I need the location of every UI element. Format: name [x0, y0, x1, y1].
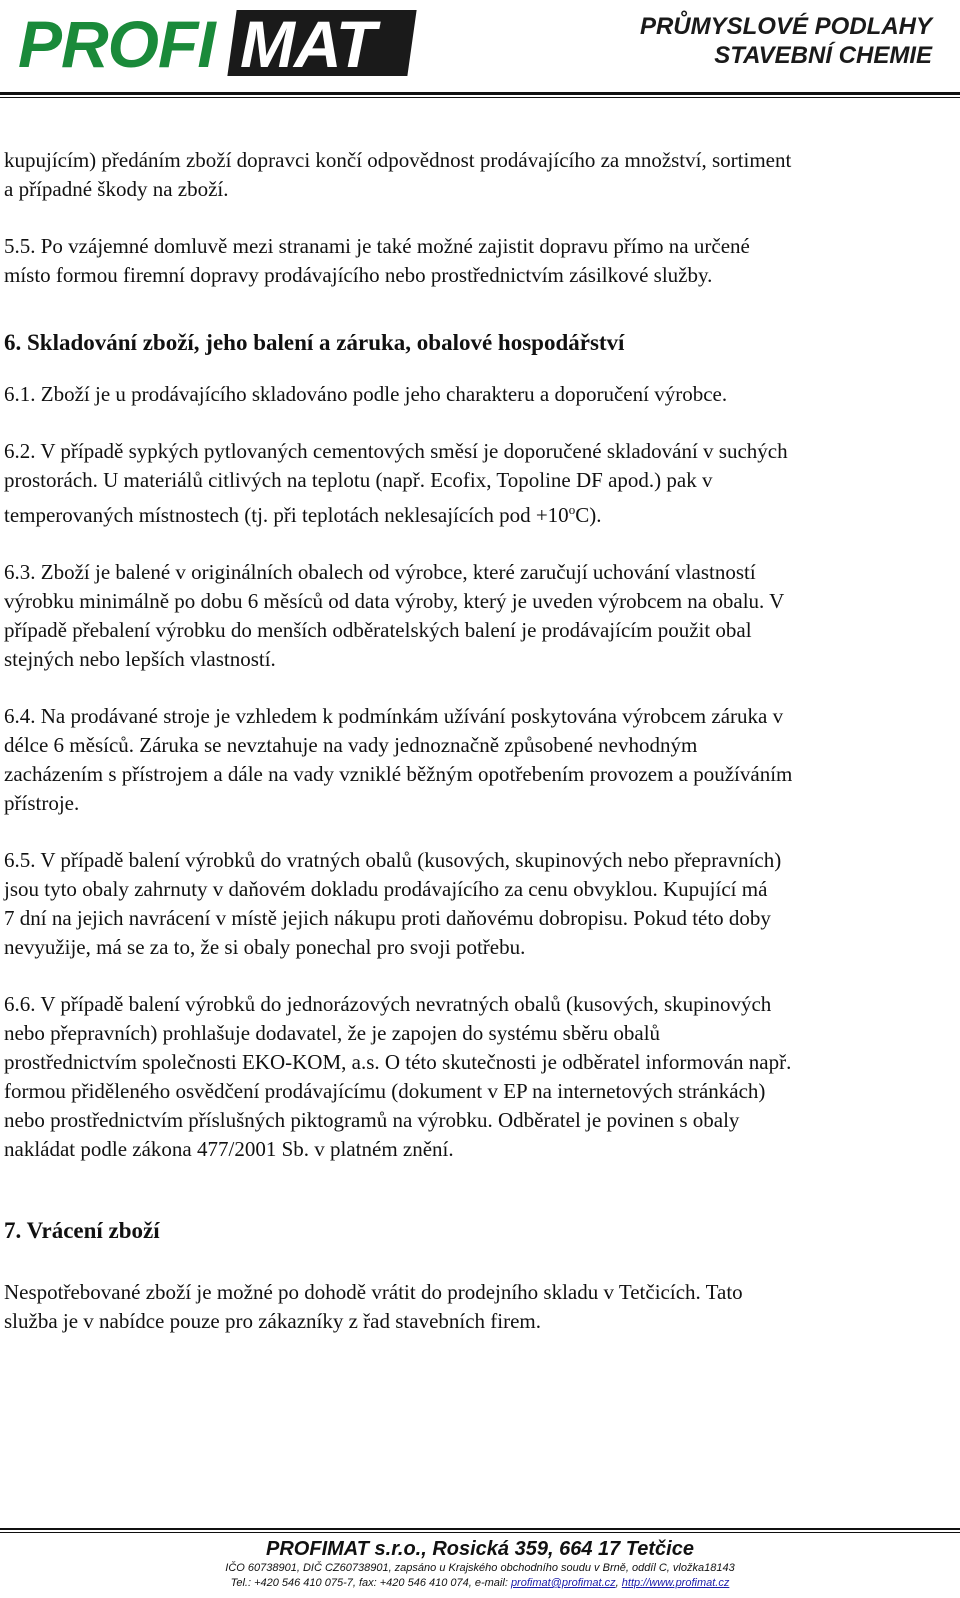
paragraph-line: nebo přepravních) prohlašuje dodavatel, že je zapojen do systému sběru obalů	[4, 1021, 661, 1045]
paragraph-line: služba je v nabídce pouze pro zákazníky z řad stavebních firem.	[4, 1309, 542, 1333]
paragraph-line: prostorách. U materiálů citlivých na teplotu (např. Ecofix, Topoline DF apod.) pak v	[4, 468, 713, 492]
paragraph-line: nebo prostřednictvím příslušných piktogramů na výrobku. Odběratel je povinen s obaly	[4, 1108, 740, 1132]
text-run: C).	[575, 503, 602, 527]
paragraph-line: místo formou firemní dopravy prodávajícího nebo prostřednictvím zásilkové služby.	[4, 263, 713, 287]
footer-contact	[0, 1577, 960, 1590]
paragraph-line	[4, 495, 950, 530]
paragraph-line: 6.3. Zboží je balené v originálních obalech od výrobce, které zaručují uchování vlastností	[4, 560, 756, 584]
paragraph-line: prostřednictvím společnosti EKO-KOM, a.s. O této skutečnosti je odběratel informován např.	[4, 1050, 792, 1074]
section-heading-6: 6. Skladování zboží, jeho balení a záruka, obalové hospodářství	[4, 330, 625, 355]
footer-rule	[0, 1528, 960, 1530]
footer-phone-fax: Tel.: +420 546 410 075-7, fax: +420 546 410 074, e-mail:	[230, 1577, 511, 1589]
paragraph-line: jsou tyto obaly zahrnuty v daňovém dokladu prodávajícího za cenu obvyklou. Kupující má	[4, 877, 768, 901]
tagline-line-2: STAVEBNÍ CHEMIE	[714, 42, 932, 69]
header-rule	[0, 92, 960, 95]
paragraph-line: 5.5. Po vzájemné domluvě mezi stranami je také možné zajistit dopravu přímo na určené	[4, 234, 750, 258]
paragraph-line: 6.5. V případě balení výrobků do vratných obalů (kusových, skupinových nebo přepravních)	[4, 848, 782, 872]
section-heading-7: 7. Vrácení zboží	[4, 1218, 160, 1243]
paragraph-line: 6.2. V případě sypkých pytlovaných cementových směsí je doporučené skladování v suchých	[4, 439, 788, 463]
paragraph-line: 6.6. V případě balení výrobků do jednorázových nevratných obalů (kusových, skupinových	[4, 992, 772, 1016]
paragraph-line: formou přiděleného osvědčení prodávajícímu (dokument v EP na internetových stránkách)	[4, 1079, 766, 1103]
paragraph-line: kupujícím) předáním zboží dopravci končí odpovědnost prodávajícího za množství, sortiment	[4, 148, 792, 172]
footer-rule-thin	[0, 1532, 960, 1533]
superscript: o	[568, 502, 576, 517]
paragraph-line: případě přebalení výrobku do menších odběratelských balení je prodávajícím použit obal	[4, 618, 752, 642]
header-tagline	[640, 12, 932, 70]
paragraph-line: přístroje.	[4, 791, 80, 815]
logo-profi-text: PROFI	[18, 7, 215, 81]
paragraph-line: 7 dní na jejich navrácení v místě jejich nákupu proti daňovému dobropisu. Pokud této doby	[4, 906, 771, 930]
page-header	[0, 0, 960, 100]
document-body	[4, 146, 950, 1336]
header-rule-thin	[0, 97, 960, 98]
paragraph-line: 6.1. Zboží je u prodávajícího skladováno podle jeho charakteru a doporučení výrobce.	[4, 382, 728, 406]
paragraph-line: nevyužije, má se za to, že si obaly ponechal pro svoji potřebu.	[4, 935, 526, 959]
paragraph-line: Nespotřebované zboží je možné po dohodě vrátit do prodejního skladu v Tetčicích. Tato	[4, 1280, 743, 1304]
logo-mat-text: MAT	[240, 7, 376, 81]
website-link[interactable]: http://www.profimat.cz	[621, 1577, 730, 1589]
paragraph-line: a případné škody na zboží.	[4, 177, 229, 201]
footer-company: PROFIMAT s.r.o., Rosická 359, 664 17 Tetčice	[266, 1538, 694, 1560]
paragraph-line: 6.4. Na prodávané stroje je vzhledem k podmínkám užívání poskytována výrobcem záruka v	[4, 704, 784, 728]
paragraph-line: nakládat podle zákona 477/2001 Sb. v platném znění.	[4, 1137, 454, 1161]
paragraph-line: délce 6 měsíců. Záruka se nevztahuje na vady jednoznačně způsobené nevhodným	[4, 733, 698, 757]
tagline-line-1: PRŮMYSLOVÉ PODLAHY	[639, 13, 932, 40]
email-link[interactable]: profimat@profimat.cz	[510, 1577, 616, 1589]
paragraph-line: zacházením s přístrojem a dále na vady vzniklé běžným opotřebením provozem a používáním	[4, 762, 793, 786]
paragraph-line: výrobku minimálně po dobu 6 měsíců od data výroby, který je uveden výrobcem na obalu. V	[4, 589, 785, 613]
footer-registry: IČO 60738901, DIČ CZ60738901, zapsáno u Krajského obchodního soudu v Brně, oddíl C, vložka18143	[225, 1562, 735, 1574]
paragraph-line: stejných nebo lepších vlastností.	[4, 647, 276, 671]
text-run: temperovaných místnostech (tj. při teplotách neklesajících pod +10	[4, 503, 569, 527]
separator: ,	[615, 1577, 622, 1589]
